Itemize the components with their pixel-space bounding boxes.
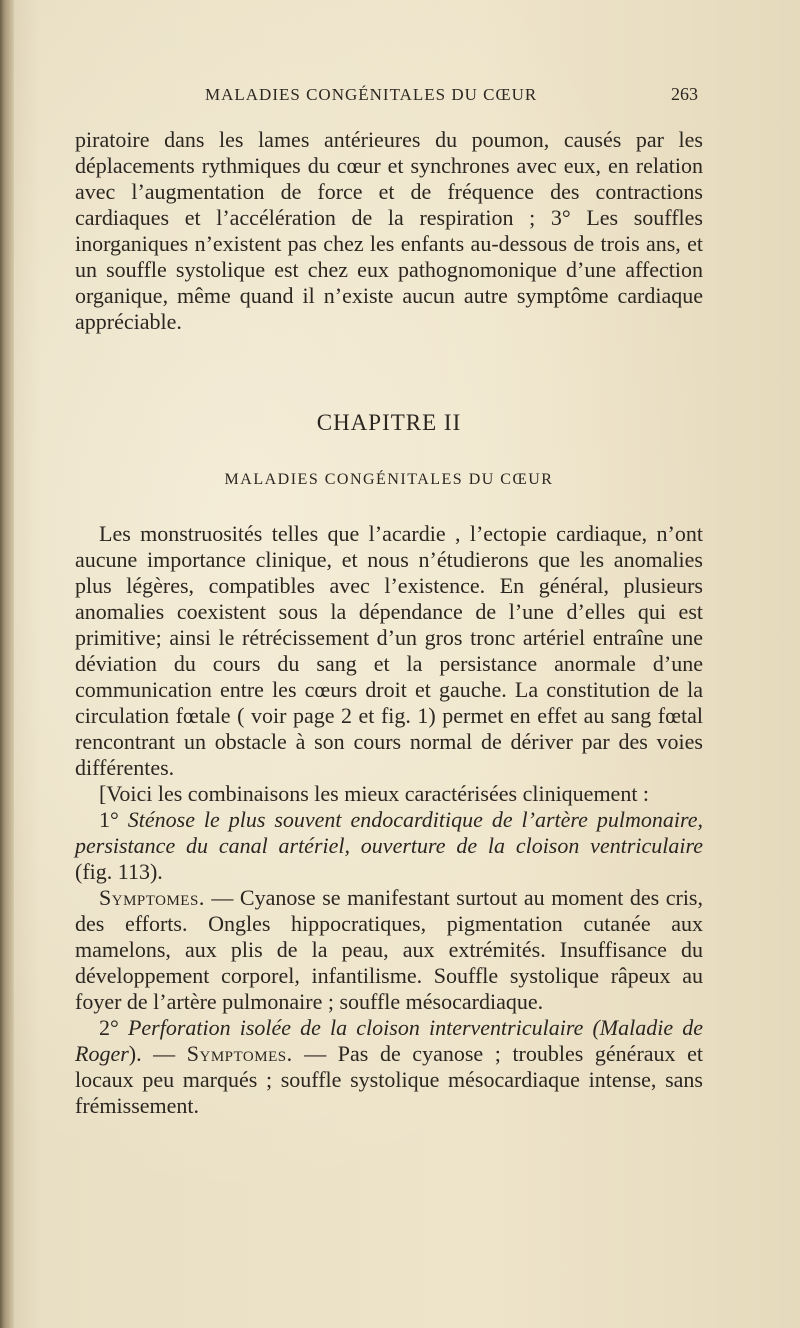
chapter-title: CHAPITRE II [316, 410, 462, 435]
item-2-paren-close: ). — [128, 1041, 187, 1066]
body-paragraph-1: Les monstruosités telles que l’acardie , l’ectopie cardiaque, n’ont aucune importance clinique, et nous n’étudierons que les anomalies plus légères, compatibles avec l’existence. En général, plusieurs anomalies coexistent sous la dépendance de l’une d’elles qui est primitive; ainsi le rétrécissement d’un gros tronc artériel entraîne une déviation du cours du sang et la persistance anormale d’une communication entre les cœurs droit et gauche. La constitution de la circulation fœtale ( voir page 2 et fig. 1) permet en effet au sang fœtal rencontrant un obstacle à son cours normal de dériver par des voies différentes. [75, 521, 703, 780]
symptoms-label-1: Symptomes. [99, 885, 205, 910]
intro-text [75, 127, 703, 335]
book-spine-shadow [0, 0, 14, 1328]
symptoms-text-1: — Cyanose se manifestant surtout au moment des cris, des efforts. Ongles hippocratiques, pigmentation cutanée aux mamelons, aux plis de la peau, aux extrémités. Insuffisance du développement corporel, infantilisme. Souffle systolique râpeux au foyer de l’artère pulmonaire ; souffle mésocardiaque. [75, 885, 703, 1014]
item-2-title: Perforation isolée de la cloison interventriculaire [127, 1015, 584, 1040]
chapter-body [75, 521, 703, 1119]
intro-paragraph: piratoire dans les lames antérieures du poumon, causés par les déplacements rythmiques du cœur et synchrones avec eux, en relation avec l’augmentation de force et de fréquence des contractions cardiaques et l’accélération de la respiration ; 3° Les souffles inorganiques n’existent pas chez les enfants au-dessous de trois ans, et un souffle systolique est chez eux pathognomonique d’une affection organique, même quand il n’existe aucun autre symptôme cardiaque appréciable. [75, 127, 703, 334]
symptoms-label-2: Symptomes. [186, 1041, 293, 1066]
chapter-subtitle: MALADIES CONGÉNITALES DU CŒUR [224, 471, 554, 488]
item-2-eponym: (Maladie de Roger [75, 1015, 703, 1066]
item-1-figure-ref: (fig. 113). [75, 859, 163, 884]
body-paragraph-4 [75, 885, 703, 1015]
page-number: 263 [671, 84, 698, 104]
body-paragraph-5 [75, 1015, 703, 1119]
item-number-1: 1° [99, 807, 128, 832]
symptoms-text-2: — Pas de cyanose ; troubles généraux et locaux peu marqués ; souffle systolique mésocardiaque intense, sans frémissement. [75, 1041, 704, 1118]
running-title: MALADIES CONGÉNITALES DU CŒUR [205, 85, 538, 104]
item-1-title: Sténose le plus souvent endocarditique de l’artère pulmonaire, persistance du canal artériel, ouverture de la cloison ventriculaire [75, 807, 703, 858]
body-paragraph-3 [75, 807, 703, 885]
body-paragraph-2: [Voici les combinaisons les mieux caractérisées cliniquement : [99, 781, 650, 806]
item-number-2: 2° [99, 1015, 128, 1040]
